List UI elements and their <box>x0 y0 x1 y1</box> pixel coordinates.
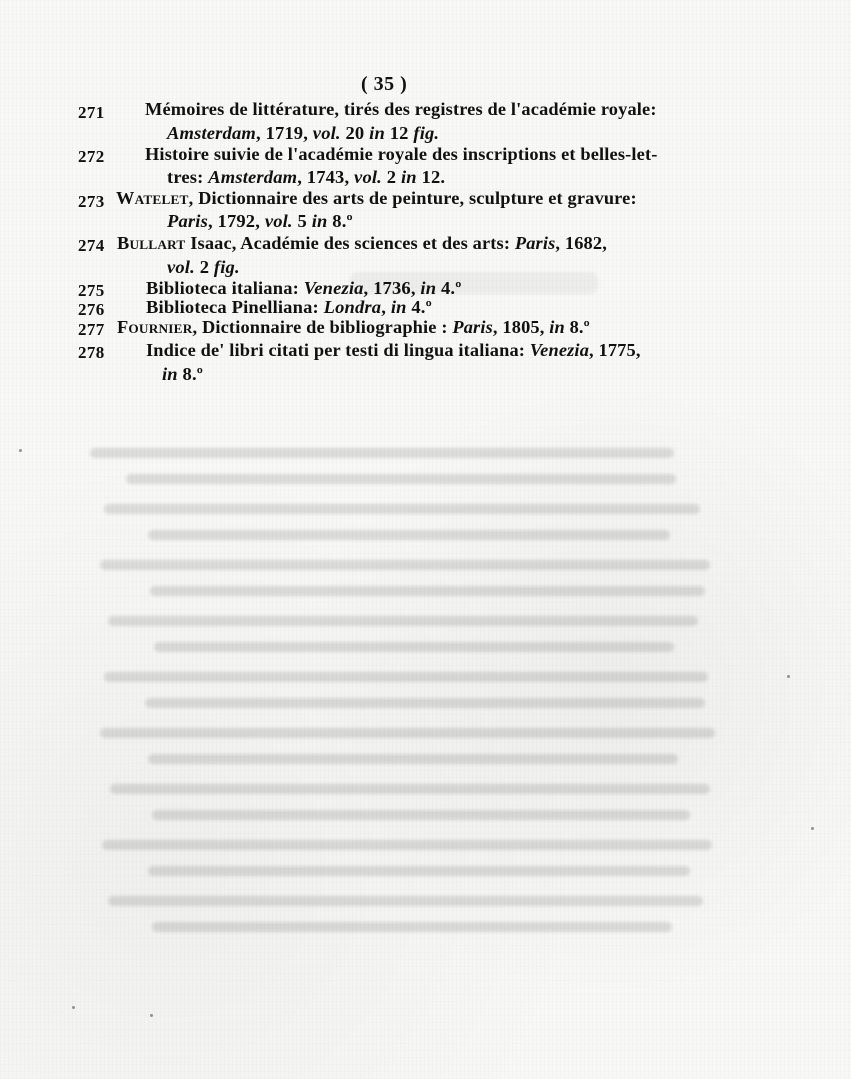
entry-text: 12 <box>384 123 414 143</box>
faded-line <box>100 728 715 738</box>
entry-title-line <box>117 234 607 252</box>
format-label: vol. <box>167 257 195 277</box>
entry-text: Isaac, Académie des sciences et des arts: <box>185 233 515 253</box>
place-name: Amsterdam <box>167 123 256 143</box>
faded-line <box>148 754 678 764</box>
paper-speck <box>787 675 790 678</box>
entry-text: Indice de' libri citati per testi di lingua italiana: <box>146 340 530 360</box>
paper-speck <box>19 449 22 452</box>
entry-text: 8.º <box>177 364 204 384</box>
author-name: Fournier <box>117 317 193 337</box>
show-through-text <box>90 386 730 961</box>
entry-text: 4.º <box>406 297 432 317</box>
format-label: in <box>311 211 328 231</box>
entry-title-line <box>145 145 658 163</box>
entry-imprint-line <box>167 258 240 276</box>
entry-text: 12. <box>416 167 446 187</box>
paper-speck <box>811 827 814 830</box>
entry-text: 8.º <box>564 317 590 337</box>
faded-line <box>108 616 698 626</box>
entry-text: tres: <box>167 167 209 187</box>
entry-text: 5 <box>292 211 312 231</box>
entry-text: Biblioteca italiana: <box>146 278 304 298</box>
entry-title-line <box>145 100 657 118</box>
format-label: in <box>549 317 565 337</box>
entry-number: 277 <box>78 320 105 339</box>
faded-line <box>148 530 670 540</box>
format-label: in <box>162 364 178 384</box>
entry-title-line <box>146 279 461 297</box>
place-name: Paris <box>167 211 208 231</box>
entry-number: 275 <box>78 281 105 300</box>
entry-text: 20 <box>340 123 370 143</box>
entry-number: 276 <box>78 300 105 319</box>
entry-text: 4.º <box>436 278 462 298</box>
faded-line <box>148 866 690 876</box>
entry-number: 278 <box>78 343 105 362</box>
faded-line <box>100 560 710 570</box>
entry-title-line <box>146 341 641 359</box>
place-name: Londra <box>323 297 382 317</box>
entry-text: , 1743, <box>297 167 355 187</box>
faded-line <box>154 642 674 652</box>
faded-line <box>104 672 708 682</box>
place-name: Amsterdam <box>208 167 298 187</box>
entry-number: 273 <box>78 192 105 211</box>
faded-line <box>126 474 676 484</box>
entry-title-line <box>117 318 590 336</box>
entry-text: , 1736, <box>363 278 421 298</box>
entry-text: , 1719, <box>255 123 313 143</box>
place-name: Paris <box>452 317 493 337</box>
entry-text: Histoire suivie de l'académie royale des inscriptions et belles-let- <box>145 144 658 164</box>
place-name: Venezia <box>529 340 590 360</box>
entry-number: 272 <box>78 147 105 166</box>
entry-text: , 1775, <box>589 340 641 360</box>
entry-text: Biblioteca Pinelliana: <box>146 297 324 317</box>
entry-text: , Dictionnaire des arts de peinture, sculpture et gravure: <box>188 188 637 208</box>
entry-text: 2 <box>194 257 214 277</box>
faded-line <box>108 896 703 906</box>
author-name: Watelet <box>116 188 189 208</box>
format-label: vol. <box>312 123 341 143</box>
place-name: Paris <box>514 233 556 253</box>
entry-imprint-line <box>167 212 353 230</box>
format-label: in <box>390 297 407 317</box>
entry-title-line <box>146 298 432 316</box>
format-label: fig. <box>213 257 240 277</box>
place-name: Venezia <box>303 278 364 298</box>
faded-line <box>145 698 705 708</box>
faded-line <box>152 922 672 932</box>
paper-speck <box>72 1006 75 1009</box>
paper-speck <box>150 1014 153 1017</box>
entry-text: , <box>381 297 391 317</box>
entry-text: , 1792, <box>207 211 265 231</box>
format-label: in <box>420 278 437 298</box>
entry-text: , 1682, <box>555 233 607 253</box>
entry-imprint-line <box>162 365 203 383</box>
format-label: in <box>369 123 385 143</box>
entry-text: , 1805, <box>492 317 550 337</box>
entry-number: 271 <box>78 103 105 122</box>
format-label: vol. <box>354 167 382 187</box>
faded-line <box>90 448 674 458</box>
faded-line <box>152 810 690 820</box>
entry-imprint-line <box>167 124 439 142</box>
faded-line <box>104 504 700 514</box>
page-number: ( 35 ) <box>361 73 408 95</box>
entry-text: 8.º <box>327 211 353 231</box>
faded-line <box>102 840 712 850</box>
entry-imprint-line <box>167 168 445 186</box>
faded-line <box>150 586 705 596</box>
format-label: in <box>400 167 417 187</box>
author-name: Bullart <box>117 233 186 253</box>
entry-number: 274 <box>78 236 105 255</box>
faded-line <box>110 784 710 794</box>
entry-title-line <box>116 189 637 207</box>
entry-text: , Dictionnaire de bibliographie : <box>192 317 453 337</box>
entry-text: 2 <box>381 167 401 187</box>
format-label: fig. <box>413 123 440 143</box>
format-label: vol. <box>264 211 293 231</box>
entry-text: Mémoires de littérature, tirés des registres de l'académie royale: <box>145 99 657 119</box>
